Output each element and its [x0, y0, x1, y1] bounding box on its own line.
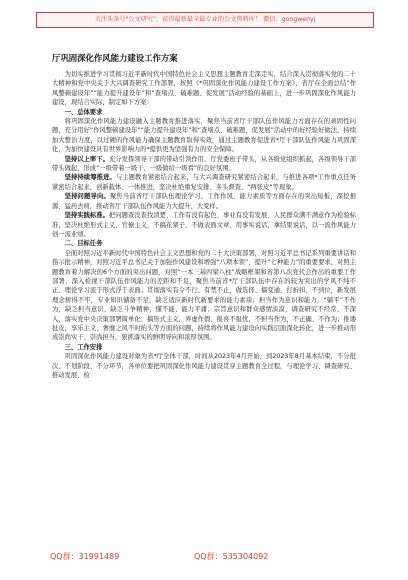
promo-banner[interactable]: 关注头条号"公文研究"，获得最新最全最专业的公文资料库！ 微信：gongwenyj	[36, 12, 374, 28]
contact-footer	[0, 548, 408, 566]
paragraph-lead-text: 与主题教育紧密结合起来，与大兴调查研究紧密结合起来，与推进各项*工作重点任务紧密结合起来，创新载体、一体推进，坚决杜绝重复安排、多头督查、“两张皮”等现象。	[52, 174, 356, 191]
paragraph-general-requirements: 将巩固深化作风能力建设融入主题教育推进落实，聚焦当前省厅干部队伍作风能力方面存在的顽固性问题，充分用好“作风整顿建设年”“能力提升建设年”和“查堵点、破难题、促发展”活动中的好经验好做法，持续加大整治力度，以过硬的作风能力确保主题教育取得实效，通过主题教育促进省*厅干部队伍作风能力巩固深化，为加快建设具有世界影响力的*提供更为坚强有力的安全保障。	[52, 118, 356, 154]
paragraph-lead-text: 把问题查没查找清楚、工作有没有起色、事业有没有发展、人民群众满不满意作为检验标准，坚决杜绝形式主义、官僚主义，不搞花架子、不做表面文章，用事实说话，拿结果说话，以一流作风能力创一流业绩。	[52, 212, 357, 238]
qq-group-2: QQ群：535304092	[194, 552, 269, 561]
document-title: 厅巩固深化作风能力建设工作方案	[52, 53, 178, 63]
paragraph-goals: 全面对照习近平新时代中国特色社会主义思想和党的二十大決策部署，对照习近平总书记系列重要讲话和指示批示精神，对照习近平总书记关于加强作风建设和增强“八项本领”，提升“七种能力”的重要要求，对照主题教育着力解决的6个方面的突出问题，对照“一本三基四梁八柱”战略框架和省第八次党代会作出的重要工作部署，深入检视干部队伍作风能力的差距和不足，聚焦当前省*厅干部队伍中存在的较为突出的学风不纯不正、理论学习流于形式浮于表面；贯彻落实有令不行、有禁不止，做选择、搞变通、打折扣、不到位，新发展理念树得不牢，专业知识储备不足，缺乏适应新时代新要求的能力素质；担当作为意识和能力，“躺平”不作为，缺乏担当意识、缺乏斗争精神，懂不能、能力平庸；宗旨意识和群众感情淡漠，调查研究不经常、不深入，落实党中央决策部署简单化、搞形式主义，弄虚作假、报喜不报忧，不担当作为，不正确、不作为；推诿扯皮，享乐主义、奢靡之风不时抬头等方面的问题，持续将作风能力建设向实践层面深化转化，进一步推动形成崇尚实干、崇尚担当，狠抓落实的鲜明导向和浓厚氛围。	[52, 249, 356, 342]
paragraph-lead-label: 坚持问题导向。	[64, 193, 110, 201]
section-heading-goals: 二、目标任务	[64, 240, 103, 248]
paragraph-lead-by-example	[52, 155, 356, 174]
document-content	[52, 70, 356, 380]
paragraph-problem-oriented	[52, 192, 356, 211]
paragraph-intro: 为切实推进学习贯彻习近平新时代中国特色社会主义思想主题教育走深走实，结合深入贯彻落实党的二十大精神和党中央关于大兴调查研究工作部署，按照《*巩固深化作风能力建设工作方案》，省厅在全面总结“作风整顿建设年”“能力提升建设年”和“查堵点、破难题、促发展”活动经验的基础上，进一步巩固深化作风能力建设，现结合实际，制定如下方案：	[52, 71, 356, 107]
qq-group-1: QQ群：31991489	[50, 552, 120, 561]
paragraph-coordinated-advance	[52, 173, 356, 192]
paragraph-lead-text: 聚焦当前省厅干部队伍理论学习、工作作风、能力素质等方面存在的突出短板，深挖根源、猛药去疴，推动省厅干部队伍作风能力大提升、大变样。	[52, 193, 357, 210]
paragraph-lead-text: 充分发挥领导干部的带动引领作用，厅党委班子带头，从各级党组织抓起，各级领导干部带头做起，形成“一级带着一级干、一级做给一级看”的良好氛围。	[52, 155, 357, 173]
paragraph-lead-label: 坚持实践标准。	[64, 212, 109, 220]
paragraph-work-arrangement: 巩固深化作风能力建设对象为省*厅全体干部，时间从2023年4月开始，到2023年8月基本结束，不分批次、不划阶段、不分环节，各单位要把巩固深化作风能力建设贯穿主题教育全过程，与理论学习、调查研究、推动发展、检	[52, 353, 356, 379]
section-heading-work-arrangement: 三、工作安排	[64, 343, 103, 351]
section-heading-general-requirements: 一、总体要求	[64, 108, 103, 116]
paragraph-lead-label: 坚持以上率下。	[64, 155, 109, 163]
paragraph-lead-label: 坚持持续筹推进。	[64, 174, 116, 182]
paragraph-practice-standard	[52, 211, 356, 239]
document-body	[52, 52, 356, 380]
